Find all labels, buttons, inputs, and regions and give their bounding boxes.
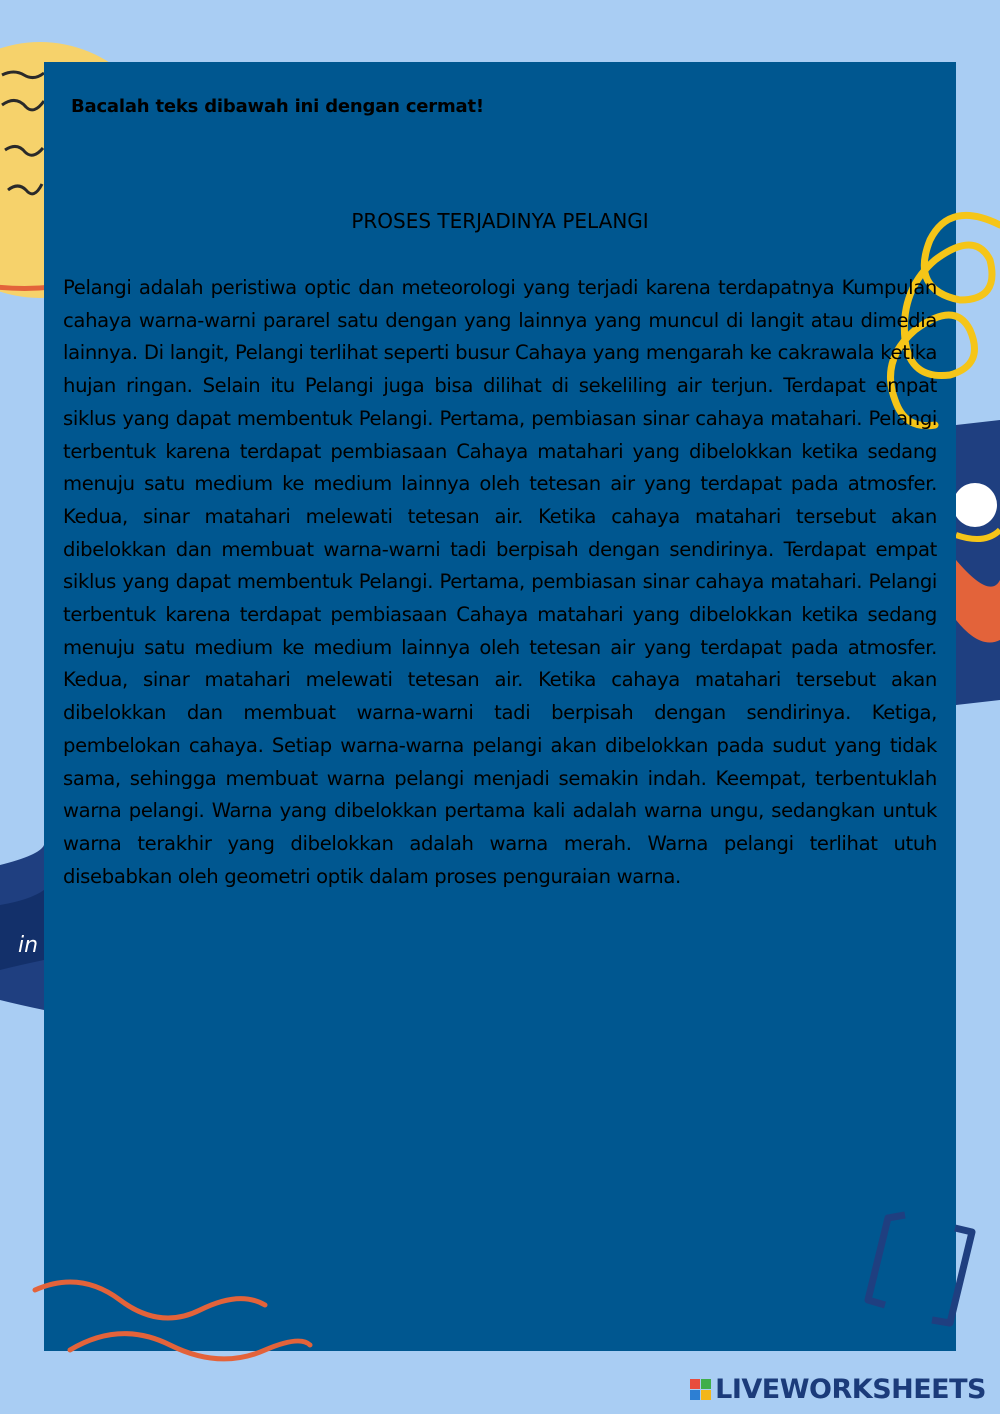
liveworksheets-logo-icon — [690, 1379, 711, 1400]
bracket-decoration — [868, 1215, 972, 1323]
instruction-text: Bacalah teks dibawah ini dengan cermat! — [71, 96, 484, 117]
svg-text:in: in — [18, 933, 39, 958]
liveworksheets-logo — [690, 1374, 986, 1405]
orange-wave-decoration — [35, 1282, 310, 1359]
page-title: PROSES TERJADINYA PELANGI — [351, 209, 649, 233]
brand-name: LIVEWORKSHEETS — [715, 1374, 986, 1405]
reading-paragraph: Pelangi adalah peristiwa optic dan meteorologi yang terjadi karena terdapatnya Kumpulan cahaya warna-warni pararel satu dengan yang lainnya yang muncul di langit atau dimedia lainnya. Di langit, Pelangi terlihat seperti busur Cahaya yang mengarah ke cakrawala ketika hujan ringan. Selain itu Pelangi juga bisa dilihat di sekeliling air terjun. Terdapat empat siklus yang dapat membentuk Pelangi. Pertama, pembiasan sinar cahaya matahari. Pelangi terbentuk karena terdapat pembiasaan Cahaya matahari yang dibelokkan ketika sedang menuju satu medium ke medium lainnya oleh tetesan air yang terdapat pada atmosfer. Kedua, sinar matahari melewati tetesan air. Ketika cahaya matahari tersebut akan dibelokkan dan membuat warna-warni tadi berpisah dengan sendirinya. Terdapat empat siklus yang dapat membentuk Pelangi. Pertama, pembiasan sinar cahaya matahari. Pelangi terbentuk karena terdapat pembiasaan Cahaya matahari yang dibelokkan ketika sedang menuju satu medium ke medium lainnya oleh tetesan air yang terdapat pada atmosfer. Kedua, sinar matahari melewati tetesan air. Ketika cahaya matahari tersebut akan dibelokkan dan membuat warna-warni tadi berpisah dengan sendirinya. Ketiga, pembelokan cahaya. Setiap warna-warna pelangi akan dibelokkan pada sudut yang tidak sama, sehingga membuat warna pelangi menjadi semakin indah. Keempat, terbentuklah warna pelangi. Warna yang dibelokkan pertama kali adalah warna ungu, sedangkan untuk warna terakhir yang dibelokkan adalah warna merah. Warna pelangi terlihat utuh disebabkan oleh geometri optik dalam proses penguraian warna. — [63, 276, 937, 888]
